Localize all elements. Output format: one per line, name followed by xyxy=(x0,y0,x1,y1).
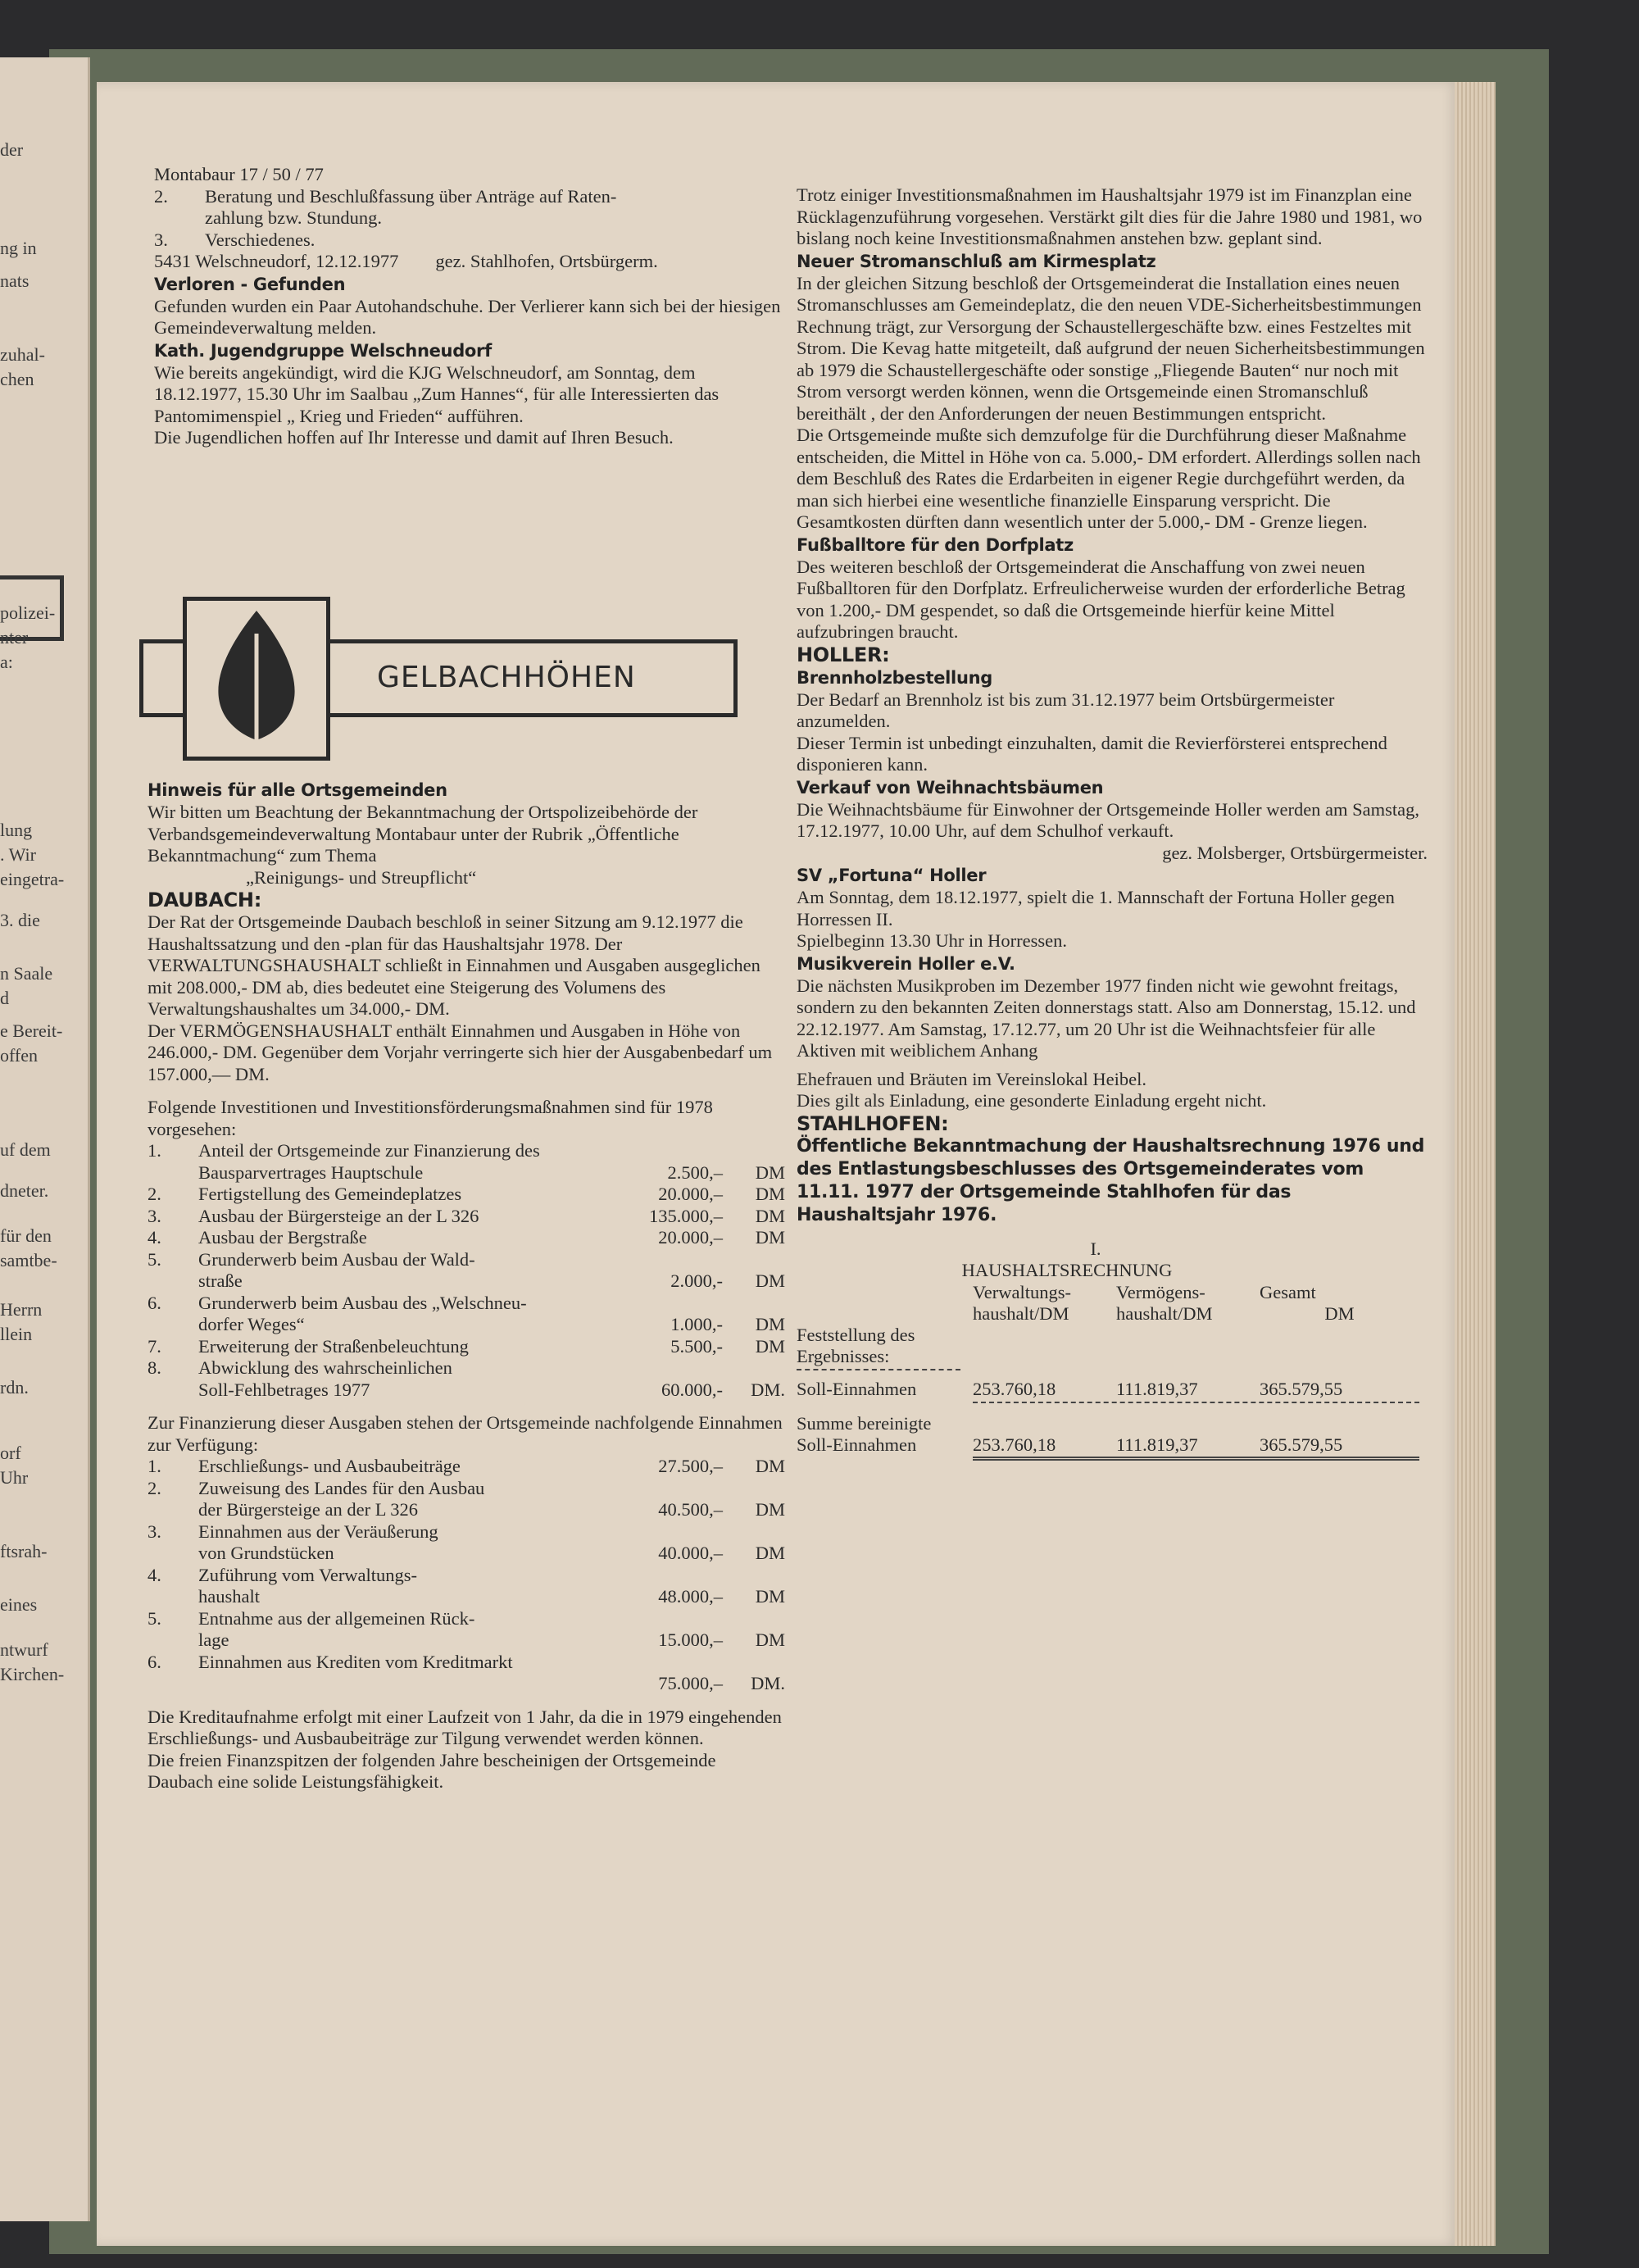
einnahmen-item-currency: DM xyxy=(755,1586,785,1607)
einnahmen-item-text xyxy=(198,1565,618,1608)
invest-item-amount: 60.000,- xyxy=(661,1379,723,1400)
left-page-fragment: eines xyxy=(0,1594,38,1615)
einnahmen-item-text-line: der Bürgersteige an der L 326 xyxy=(198,1499,419,1520)
left-page-fragment: polizei- xyxy=(0,602,56,623)
right-column xyxy=(797,184,1428,1461)
left-page-fragment: n Saale xyxy=(0,963,53,984)
left-page-fragment: Uhr xyxy=(0,1467,29,1488)
invest-item-text-line: Grunderwerb beim Ausbau des „Welschneu- xyxy=(198,1292,527,1313)
col3-subheader: DM xyxy=(1324,1302,1355,1324)
einnahmen-item-text-line: Einnahmen aus Krediten vom Kreditmarkt xyxy=(198,1651,513,1672)
left-page-fragment: Kirchen- xyxy=(0,1664,65,1684)
left-page-fragment: für den xyxy=(0,1225,52,1246)
weihnacht-signature: gez. Molsberger, Ortsbürgermeister. xyxy=(1162,842,1428,863)
fussball-text: Des weiteren beschloß der Ortsgemeinderat die Anschaffung von zwei neuen Fußballtoren für den Dorfplatz. Erfreulicherweise wurden der erforderliche Betrag von 1.200,- DM gespendet, so daß die Ortsgemeinde hierfür keine Mittel aufzubringen braucht. xyxy=(797,556,1405,642)
invest-item-number: 3. xyxy=(148,1205,161,1226)
einnahmen-item-text xyxy=(198,1652,618,1695)
einnahmen-item xyxy=(148,1521,785,1565)
sv-p1: Am Sonntag, dem 18.12.1977, spielt die 1. Mannschaft der Fortuna Holler gegen Horressen II. xyxy=(797,887,1395,929)
invest-item xyxy=(148,1206,785,1228)
invest-item xyxy=(148,1357,785,1401)
invest-item-number: 4. xyxy=(148,1227,161,1248)
einnahmen-item-number: 3. xyxy=(148,1520,161,1542)
invest-item-text-line: Grunderwerb beim Ausbau der Wald- xyxy=(198,1248,475,1270)
einnahmen-item-number: 1. xyxy=(148,1456,161,1476)
left-page-fragment: lung xyxy=(0,820,33,840)
invest-item-currency: DM xyxy=(755,1335,785,1357)
invest-item-currency: DM xyxy=(755,1227,785,1248)
einnahmen-item xyxy=(148,1478,785,1521)
invest-item-text-line: straße xyxy=(198,1270,243,1291)
einnahmen-item-text-line: Zuführung vom Verwaltungs- xyxy=(198,1564,418,1585)
row2-val1: 253.760,18 xyxy=(973,1434,1056,1455)
sv-title: SV „Fortuna“ Holler xyxy=(797,866,987,885)
musik-p2: Ehefrauen und Bräuten im Vereinslokal Heibel. xyxy=(797,1068,1146,1089)
left-page-fragment: offen xyxy=(0,1045,39,1066)
agenda-item-2-cont: zahlung bzw. Stundung. xyxy=(205,207,383,228)
einnahmen-item-text-line: Einnahmen aus der Veräußerung xyxy=(198,1520,438,1542)
stahlhofen-sub: Öffentliche Bekanntmachung der Haushaltsrechnung 1976 und des Entlastungsbeschlusses des Ortsgemeinderates vom 11.11. 1977 der Ortsgemeinde Stahlhofen für das Haushaltsjahr 1976. xyxy=(797,1135,1425,1225)
left-page-fragment: 3. die xyxy=(0,910,40,930)
einnahmen-item-currency: DM xyxy=(755,1543,785,1563)
left-page-fragment: der xyxy=(0,139,24,160)
strom-p1: In der gleichen Sitzung beschloß der Ortsgemeinderat die Installation eines neuen Stromanschlusses am Gemeindeplatz, die den neuen VDE-Sicherheitsbestimmungen Rechnung trägt, zur Versorgung der Schaustellergeschäfte bzw. eines Festzeltes mit Strom. Die Kevag hatte mitgeteilt, daß aufgrund der neuen Sicherheitsbestimmungen ab 1979 die Schaustellergeschäfte oder sonstige „Fliegende Bauten“ nur noch mit Strom versorgt werden können, wenn die Ortsgemeinde einen Stromanschluß bereithält , der den Anforderungen der neuen Bestimmungen entspricht. xyxy=(797,272,1425,424)
einnahmen-item-text xyxy=(198,1521,618,1565)
einnahmen-item-text xyxy=(198,1478,618,1521)
left-page-fragment: . Wir xyxy=(0,844,36,865)
haushaltsrechnung-title: HAUSHALTSRECHNUNG xyxy=(961,1260,1173,1280)
left-page-fragment: zuhal- xyxy=(0,344,45,365)
hinweis-text: Wir bitten um Beachtung der Bekanntmachung der Ortspolizeibehörde der Verbandsgemeindeverwaltung Montabaur unter der Rubrik „Öffentliche Bekanntmachung“ zum Thema xyxy=(148,802,698,866)
intro-text: Trotz einiger Investitionsmaßnahmen im Haushaltsjahr 1979 ist im Finanzplan eine Rücklagenzuführung vorgesehen. Verstärkt gilt dies für die Jahre 1980 und 1981, wo bislang noch keine Investitionsmaßnahmen anstehen bzw. geplant sind. xyxy=(797,184,1423,248)
leaf-icon xyxy=(187,601,326,757)
invest-item-number: 6. xyxy=(148,1292,161,1313)
weihnacht-title: Verkauf von Weihnachtsbäumen xyxy=(797,777,1104,798)
haushaltsrechnung-table xyxy=(797,1282,1419,1461)
invest-item xyxy=(148,1227,785,1249)
invest-item-text-line: Bausparvertrages Hauptschule xyxy=(198,1161,424,1183)
left-column-lower xyxy=(148,779,785,1793)
weihnacht-text: Die Weihnachtsbäume für Einwohner der Ortsgemeinde Holler werden am Samstag, 17.12.1977, 10.00 Uhr, auf dem Schulhof verkauft. xyxy=(797,798,1420,841)
daubach-p4: Zur Finanzierung dieser Ausgaben stehen der Ortsgemeinde nachfolgende Einnahmen zur Verfügung: xyxy=(148,1412,783,1455)
row2-label-a: Summe bereinigte xyxy=(797,1412,932,1434)
einnahmen-item-text-line: Zuweisung des Landes für den Ausbau xyxy=(198,1477,485,1498)
stahlhofen-title: STAHLHOFEN: xyxy=(797,1111,949,1135)
musik-title: Musikverein Holler e.V. xyxy=(797,953,1015,974)
col1-header: Verwaltungs- xyxy=(973,1281,1071,1302)
musik-p1: Die nächsten Musikproben im Dezember 1977 finden nicht wie gewohnt freitags, sondern zu den bekannten Zeiten donnerstags statt. Also am Donnerstag, 15.12. und 22.12.1977. Am Samstag, 17.12.77, um 20 Uhr ist die Weihnachtsfeier für alle Aktiven mit weiblichem Anhang xyxy=(797,975,1416,1061)
jugend-title: Kath. Jugendgruppe Welschneudorf xyxy=(154,340,492,361)
invest-item-text xyxy=(198,1140,618,1184)
invest-item-currency: DM xyxy=(755,1314,785,1334)
col2-header: Vermögens- xyxy=(1116,1281,1205,1302)
left-page-fragment: nter xyxy=(0,627,29,648)
col3-header: Gesamt xyxy=(1260,1281,1316,1302)
jugend-text-2: Die Jugendlichen hoffen auf Ihr Interesse und damit auf Ihren Besuch. xyxy=(154,427,674,448)
einnahmen-item-text xyxy=(198,1456,618,1478)
invest-item-text-line: Soll-Fehlbetrages 1977 xyxy=(198,1379,370,1400)
row2-val3: 365.579,55 xyxy=(1260,1434,1343,1455)
invest-item-currency: DM xyxy=(755,1205,785,1226)
jugend-text-1: Wie bereits angekündigt, wird die KJG Welschneudorf, am Sonntag, dem 18.12.1977, 15.30 Uhr im Saalbau „Zum Hannes“, für alle Interessierten das Pantomimenspiel „ Krieg und Frieden“ aufführen. xyxy=(154,361,720,426)
left-page-fragment: dneter. xyxy=(0,1180,49,1201)
einnahmen-item-text-line: Erschließungs- und Ausbaubeiträge xyxy=(198,1456,461,1476)
invest-item-currency: DM xyxy=(755,1161,785,1183)
left-page-edge xyxy=(0,57,90,2221)
einnahmen-item-number: 2. xyxy=(148,1477,161,1498)
einnahmen-item-amount: 40.500,– xyxy=(658,1499,723,1520)
einnahmen-list xyxy=(148,1456,785,1695)
left-page-fragment: a: xyxy=(0,652,13,672)
agenda-item-2: 2. Beratung und Beschlußfassung über Anträge auf Raten- xyxy=(154,185,617,207)
left-page-fragment: orf xyxy=(0,1443,21,1463)
strom-p2: Die Ortsgemeinde mußte sich demzufolge für die Durchführung dieser Maßnahme entscheiden, die Mittel in Höhe von ca. 5.000,- DM erfordert. Allerdings sollen nach dem Beschluß des Rates die Erdarbeiten in eigener Regie durchgeführt werden, da man sich hierbei eine wesentliche finanzielle Einsparung verspricht. Die Gesamtkosten dürften dann wesentlich unter der 5.000,- DM - Grenze liegen. xyxy=(797,425,1421,532)
hinweis-title: Hinweis für alle Ortsgemeinden xyxy=(148,780,447,800)
einnahmen-item xyxy=(148,1456,785,1478)
invest-item-amount: 2.000,- xyxy=(670,1270,723,1291)
row1-label: Soll-Einnahmen xyxy=(797,1378,917,1399)
verloren-text: Gefunden wurden ein Paar Autohandschuhe. Der Verlierer kann sich bei der hiesigen Gemeindeverwaltung melden. xyxy=(154,295,781,338)
row2-val2: 111.819,37 xyxy=(1116,1434,1198,1455)
left-page-fragment: nats xyxy=(0,270,30,291)
einnahmen-item xyxy=(148,1565,785,1608)
musik-p3: Dies gilt als Einladung, eine gesonderte Einladung ergeht nicht. xyxy=(797,1090,1267,1111)
einnahmen-item-amount: 27.500,– xyxy=(658,1456,723,1476)
einnahmen-item-currency: DM xyxy=(755,1499,785,1520)
invest-item-text xyxy=(198,1184,618,1206)
row0-label-b: Ergebnisses: xyxy=(797,1345,890,1366)
hinweis-text-2: „Reinigungs- und Streupflicht“ xyxy=(246,866,477,888)
left-page-fragment: d xyxy=(0,988,9,1008)
invest-item-text-line: Ausbau der Bergstraße xyxy=(198,1227,367,1248)
left-page-fragment: uf dem xyxy=(0,1139,51,1160)
daubach-p6: Die freien Finanzspitzen der folgenden Jahre bescheinigen der Ortsgemeinde Daubach eine solide Leistungsfähigkeit. xyxy=(148,1749,716,1792)
invest-item-currency: DM. xyxy=(751,1379,785,1400)
left-page-fragment: llein xyxy=(0,1324,33,1344)
einnahmen-item-currency: DM xyxy=(755,1456,785,1476)
invest-item-text-line: Erweiterung der Straßenbeleuchtung xyxy=(198,1335,469,1357)
einnahmen-item xyxy=(148,1652,785,1695)
invest-item-amount: 5.500,- xyxy=(670,1335,723,1357)
header-signature: 5431 Welschneudorf, 12.12.1977 gez. Stahlhofen, Ortsbürgerm. xyxy=(154,251,658,271)
einnahmen-item-amount: 15.000,– xyxy=(658,1629,723,1650)
left-page-fragment: eingetra- xyxy=(0,869,65,889)
invest-item-text-line: Ausbau der Bürgersteige an der L 326 xyxy=(198,1205,479,1226)
invest-item-number: 8. xyxy=(148,1357,161,1378)
einnahmen-item-amount: 48.000,– xyxy=(658,1586,723,1607)
invest-item-amount: 1.000,- xyxy=(670,1314,723,1334)
invest-item-text xyxy=(198,1249,618,1293)
einnahmen-item xyxy=(148,1608,785,1652)
invest-list xyxy=(148,1140,785,1401)
left-page-fragment: rdn. xyxy=(0,1377,29,1398)
row1-val1: 253.760,18 xyxy=(973,1378,1056,1399)
fussball-title: Fußballtore für den Dorfplatz xyxy=(797,534,1074,555)
invest-item-currency: DM xyxy=(755,1270,785,1291)
strom-title: Neuer Stromanschluß am Kirmesplatz xyxy=(797,251,1156,271)
einnahmen-item-text-line: lage xyxy=(198,1629,229,1650)
daubach-p5: Die Kreditaufnahme erfolgt mit einer Laufzeit von 1 Jahr, da die in 1979 eingehenden Erschließungs- und Ausbaubeiträge zur Tilgung verwendet werden können. xyxy=(148,1706,782,1748)
einnahmen-item-number: 6. xyxy=(148,1651,161,1672)
invest-item-text xyxy=(198,1357,618,1401)
left-page-fragment: samtbe- xyxy=(0,1250,57,1270)
invest-item-text-line: Abwicklung des wahrscheinlichen xyxy=(198,1357,452,1378)
invest-item xyxy=(148,1249,785,1293)
invest-item-text xyxy=(198,1227,618,1249)
invest-item-number: 2. xyxy=(148,1184,161,1204)
invest-item xyxy=(148,1293,785,1336)
einnahmen-item-currency: DM xyxy=(755,1629,785,1650)
invest-item xyxy=(148,1336,785,1358)
einnahmen-item-number: 5. xyxy=(148,1607,161,1629)
invest-item-text xyxy=(198,1293,618,1336)
einnahmen-item-amount: 40.000,– xyxy=(658,1543,723,1563)
holler-p2: Dieser Termin ist unbedingt einzuhalten, damit die Revierförsterei entsprechend disponieren kann. xyxy=(797,732,1387,775)
row1-val2: 111.819,37 xyxy=(1116,1378,1198,1399)
holler-title: HOLLER: xyxy=(797,643,890,666)
invest-item-text-line: Anteil der Ortsgemeinde zur Finanzierung des xyxy=(198,1140,540,1161)
page-edges xyxy=(1455,82,1496,2246)
invest-item xyxy=(148,1184,785,1206)
daubach-title: DAUBACH: xyxy=(148,889,262,911)
left-page-fragment: ftsrah- xyxy=(0,1541,48,1561)
invest-item-text xyxy=(198,1206,618,1228)
sv-p2: Spielbeginn 13.30 Uhr in Horressen. xyxy=(797,930,1067,951)
left-page-fragment: e Bereit- xyxy=(0,1020,63,1041)
daubach-p1: Der Rat der Ortsgemeinde Daubach beschloß in seiner Sitzung am 9.12.1977 die Haushaltssatzung und den -plan für das Haushaltsjahr 1978. Der VERWALTUNGSHAUSHALT schließt in Einnahmen und Ausgaben ausgeglichen mit 208.000,- DM ab, dies bedeutet eine Steigerung des Volumens des Verwaltungshaushaltes um 34.000,- DM. xyxy=(148,911,760,1019)
invest-item-number: 1. xyxy=(148,1140,161,1161)
einnahmen-item-text-line: haushalt xyxy=(198,1586,260,1607)
roman-numeral: I. xyxy=(1090,1238,1101,1259)
einnahmen-item-text-line: Entnahme aus der allgemeinen Rück- xyxy=(198,1607,475,1629)
gelbachhoehen-logo xyxy=(139,597,746,765)
einnahmen-item-text-line xyxy=(198,1673,618,1695)
logo-text: GELBACHHÖHEN xyxy=(377,661,636,694)
row0-label-a: Feststellung des xyxy=(797,1324,915,1345)
invest-item-amount: 20.000,– xyxy=(658,1184,723,1204)
daubach-p3: Folgende Investitionen und Investitionsförderungsmaßnahmen sind für 1978 vorgesehen: xyxy=(148,1097,713,1139)
col1-subheader: haushalt/DM xyxy=(973,1302,1069,1324)
row2-label: Soll-Einnahmen xyxy=(797,1434,917,1455)
einnahmen-item-text-line: von Grundstücken xyxy=(198,1543,334,1563)
invest-item-number: 7. xyxy=(148,1335,161,1357)
row1-val3: 365.579,55 xyxy=(1260,1378,1343,1399)
einnahmen-item-text xyxy=(198,1608,618,1652)
agenda-item-3: 3. Verschiedenes. xyxy=(154,229,316,250)
einnahmen-item-amount: 75.000,– xyxy=(658,1673,723,1693)
left-page-fragment: ng in xyxy=(0,238,37,258)
einnahmen-item-currency: DM. xyxy=(751,1673,785,1693)
daubach-p2: Der VERMÖGENSHAUSHALT enthält Einnahmen und Ausgaben in Höhe von 246.000,- DM. Gegenüber dem Vorjahr verringerte sich hier der Ausgabenbedarf um 157.000,— DM. xyxy=(148,1020,773,1084)
brennholz-title: Brennholzbestellung xyxy=(797,667,992,688)
logo-square xyxy=(183,597,330,761)
left-page-fragment: chen xyxy=(0,369,34,389)
invest-item-text-line: Fertigstellung des Gemeindeplatzes xyxy=(198,1184,462,1204)
invest-item-text xyxy=(198,1336,618,1358)
col2-subheader: haushalt/DM xyxy=(1116,1302,1213,1324)
left-page-fragment: Herrn xyxy=(0,1299,43,1320)
invest-item xyxy=(148,1140,785,1184)
left-page-fragment: ntwurf xyxy=(0,1639,48,1660)
invest-item-number: 5. xyxy=(148,1248,161,1270)
einnahmen-item-number: 4. xyxy=(148,1564,161,1585)
verloren-title: Verloren - Gefunden xyxy=(154,274,346,294)
invest-item-amount: 2.500,– xyxy=(667,1161,723,1183)
holler-p1: Der Bedarf an Brennholz ist bis zum 31.12.1977 beim Ortsbürgermeister anzumelden. xyxy=(797,689,1335,731)
invest-item-text-line: dorfer Weges“ xyxy=(198,1314,305,1334)
invest-item-currency: DM xyxy=(755,1184,785,1204)
invest-item-amount: 20.000,– xyxy=(658,1227,723,1248)
header-line-1: Montabaur 17 / 50 / 77 xyxy=(154,164,324,184)
left-column xyxy=(154,164,785,449)
invest-item-amount: 135.000,– xyxy=(649,1205,723,1226)
